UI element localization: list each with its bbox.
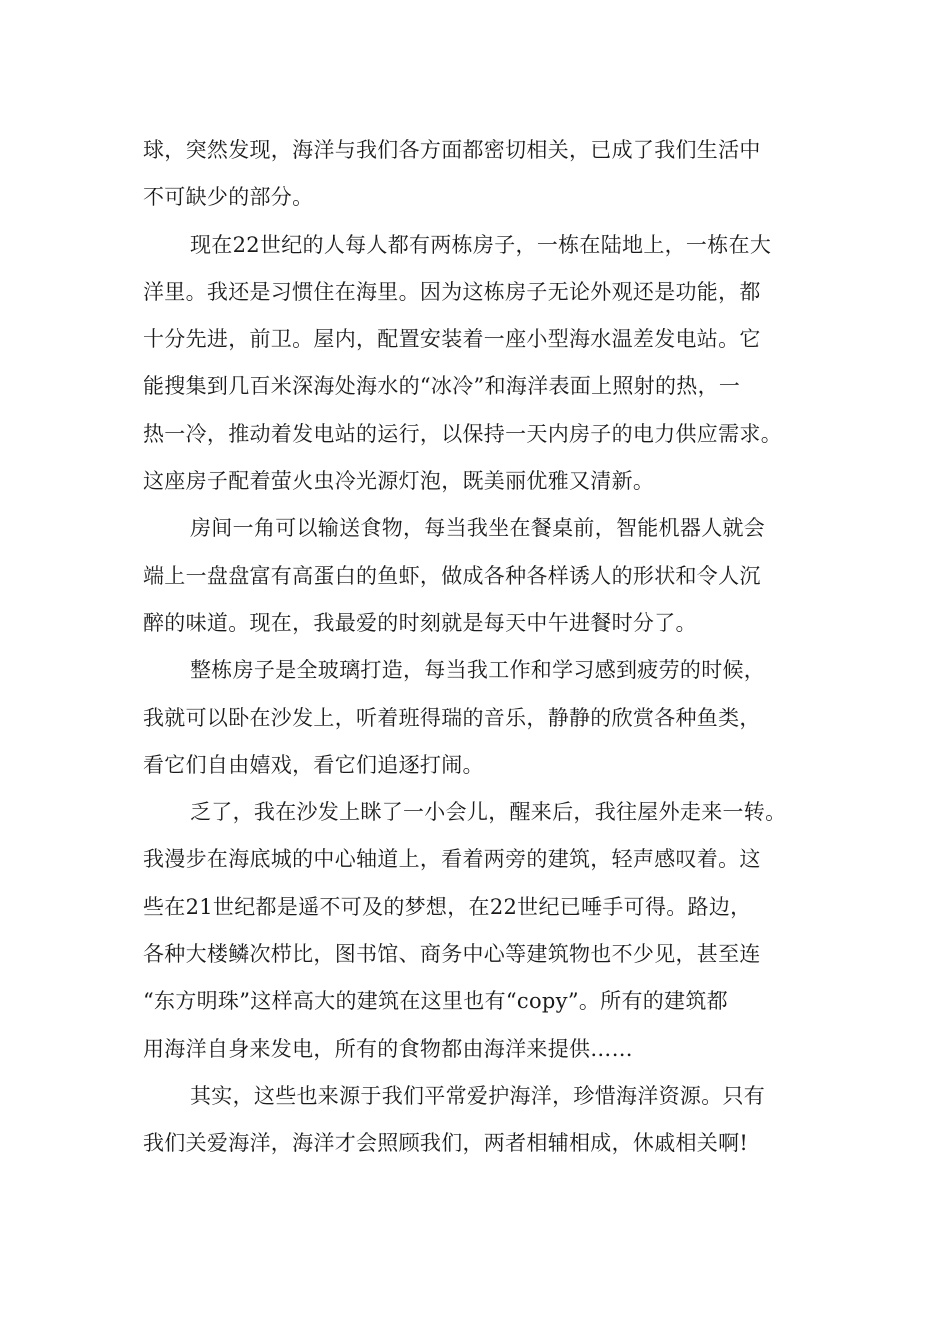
text-line: 球，突然发现，海洋与我们各方面都密切相关，已成了我们生活中: [143, 138, 761, 162]
paragraph-start-line: 乏了，我在沙发上眯了一小会儿，醒来后，我往屋外走来一转。: [190, 800, 787, 825]
text-line: 醉的味道。现在，我最爱的时刻就是每天中午进餐时分了。: [143, 610, 697, 635]
text-line: 我就可以卧在沙发上，听着班得瑞的音乐，静静的欣赏各种鱼类，: [143, 705, 761, 730]
paragraph-start-line: 整栋房子是全玻璃打造，每当我工作和学习感到疲劳的时候，: [190, 658, 766, 683]
essay-text: [143, 127, 813, 1168]
text-line: 能搜集到几百米深海处海水的“冰冷”和海洋表面上照射的热，一: [143, 374, 741, 399]
text-line: 些在21世纪都是遥不可及的梦想，在22世纪已唾手可得。路边，: [143, 894, 752, 919]
paragraph-start-line: 其实，这些也来源于我们平常爱护海洋，珍惜海洋资源。只有: [190, 1083, 766, 1108]
text-line: 这座房子配着萤火虫冷光源灯泡，既美丽优雅又清新。: [143, 469, 655, 494]
text-line: 十分先进，前卫。屋内，配置安装着一座小型海水温差发电站。它: [143, 327, 761, 352]
text-line: 不可缺少的部分。: [143, 185, 314, 210]
text-line: 看它们自由嬉戏，看它们追逐打闹。: [143, 752, 484, 777]
paragraph-start-line: 房间一角可以输送食物，每当我坐在餐桌前，智能机器人就会: [190, 516, 766, 541]
text-line: “东方明珠”这样高大的建筑在这里也有“copy”。所有的建筑都: [143, 989, 728, 1014]
text-line: 各种大楼鳞次栉比，图书馆、商务中心等建筑物也不少见，甚至连: [143, 942, 761, 967]
text-line: 我漫步在海底城的中心轴道上，看着两旁的建筑，轻声感叹着。这: [143, 847, 761, 872]
text-line: 用海洋自身来发电，所有的食物都由海洋来提供……: [143, 1036, 633, 1061]
text-line: 洋里。我还是习惯住在海里。因为这栋房子无论外观还是功能，都: [143, 279, 761, 304]
text-line: 端上一盘盘富有高蛋白的鱼虾，做成各种各样诱人的形状和令人沉: [143, 563, 761, 588]
paragraph-start-line: 现在22世纪的人每人都有两栋房子，一栋在陆地上，一栋在大: [190, 232, 772, 257]
text-line: 热一冷，推动着发电站的运行，以保持一天内房子的电力供应需求。: [143, 421, 782, 446]
text-line: 我们关爱海洋，海洋才会照顾我们，两者相辅相成，休戚相关啊!: [143, 1131, 749, 1156]
